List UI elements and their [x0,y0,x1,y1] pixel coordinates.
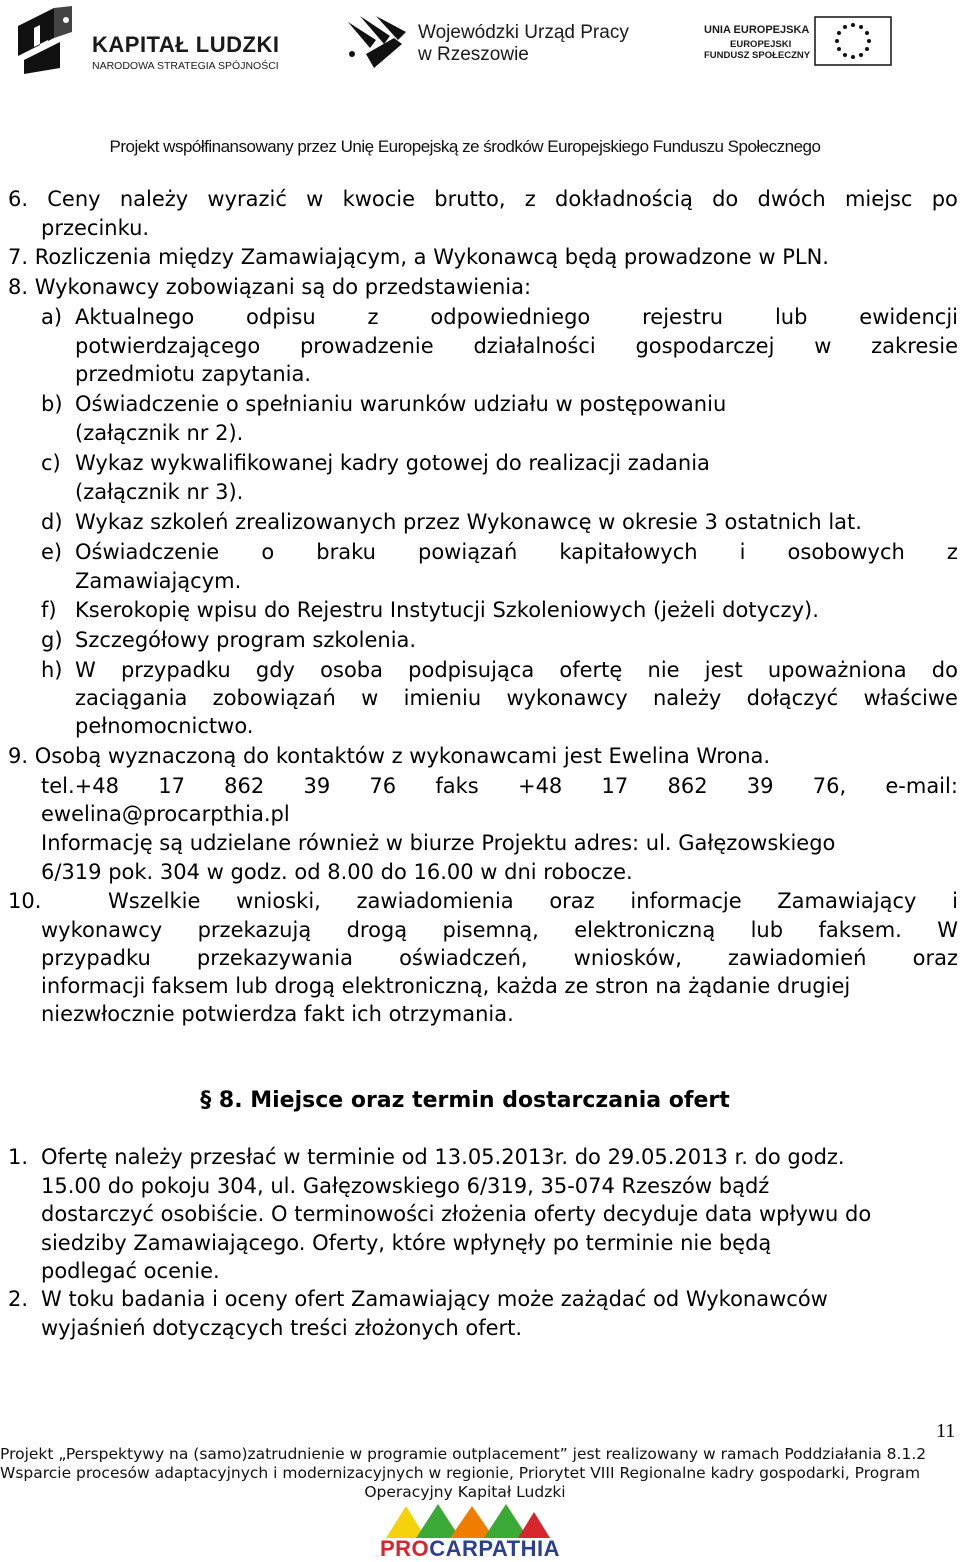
word: wykonawcy [41,918,163,942]
word: do [712,187,739,211]
word: oraz [912,946,958,970]
word: dwóch [757,187,826,211]
word: faksem. [818,918,902,942]
word: drogą [346,918,408,942]
word: wykonawcy [506,686,628,710]
word: 39 [746,774,774,798]
word: z [367,305,379,329]
kapital-ludzki-subtitle: NARODOWA STRATEGIA SPÓJNOŚCI [92,60,279,72]
procarpathia-wordmark [380,1536,560,1562]
word: osoba [320,658,383,682]
item-8c-line1: Wykaz wykwalifikowanej kadry gotowej do realizacji zadania [75,451,710,475]
item-10-line2 [41,916,958,945]
item-8e-label: e) [41,540,63,564]
item-8a-label: a) [41,305,63,329]
item-10-line4: informacji faksem lub drogą elektroniczną, każda ze stron na żądanie drugiej [41,974,851,998]
word: Oświadczenie [75,540,220,564]
procarpathia-pro: PRO [380,1536,430,1561]
word: dokładnością [555,187,693,211]
item-10-line5: niezwłocznie potwierdza fakt ich otrzymania. [41,1002,514,1026]
wup-rzeszow-logo [346,12,629,72]
word: braku [316,540,376,564]
item-8d-label: d) [41,510,63,534]
item-8e-line1 [75,538,958,567]
word: prowadzenie [299,334,434,358]
wup-emblem-icon [346,14,412,72]
item-10-line1 [108,887,958,916]
word: zakresie [871,334,958,358]
item-8g-label: g) [41,628,63,652]
word: właściwe [863,686,958,710]
word: lub [750,918,784,942]
wup-title-line1: Wojewódzki Urząd Pracy [418,22,629,43]
page-header [0,0,960,165]
word: tel.+48 [41,774,119,798]
footer-line1: Projekt „Perspektywy na (samo)zatrudnienie w programie outplacement” jest realizowany w ramach Poddziałania 8.1.2 [0,1445,927,1463]
word: osobowych [787,540,905,564]
section-heading: § 8. Miejsce oraz termin dostarczania ofert [200,1088,730,1113]
item-8: 8. Wykonawcy zobowiązani są do przedstawienia: [8,275,532,299]
word: należy [119,187,189,211]
word: kapitałowych [559,540,698,564]
word: miejsc [844,187,913,211]
word: ofertę [559,658,623,682]
s8-item-2-line1: W toku badania i oceny ofert Zamawiający może zażądać od Wykonawców [41,1287,828,1311]
word: działalności [473,334,596,358]
item-6-line2: przecinku. [41,216,150,240]
word: należy [652,686,722,710]
word: i [739,540,746,564]
item-8b-label: b) [41,392,63,416]
page-number: 11 [936,1420,956,1442]
item-8g-line1: Szczegółowy program szkolenia. [75,628,417,652]
word: 39 [303,774,331,798]
word: 862 [667,774,708,798]
word: dołączyć [746,686,839,710]
word: lub [774,305,808,329]
word: w [306,187,324,211]
word: Wszelkie [108,889,201,913]
item-10-line3 [41,944,958,973]
cofinancing-note: Projekt współfinansowany przez Unię Europejską ze środków Europejskiego Funduszu Społecznego [109,137,821,156]
word: w [814,334,832,358]
item-7: 7. Rozliczenia między Zamawiającym, a Wykonawcą będą prowadzone w PLN. [8,245,829,269]
eu-fund-line2: FUNDUSZ SPOŁECZNY [704,50,811,61]
word: w [361,686,379,710]
word: gdy [255,658,295,682]
word: oraz [549,889,595,913]
s8-item-1-line2: 15.00 do pokoju 304, ul. Gałęzowskiego 6/319, 35-074 Rzeszów bądź [41,1174,770,1198]
word: Zamawiający [777,889,917,913]
item-6-line1 [8,185,958,214]
word: Ceny [47,187,101,211]
word: gospodarczej [635,334,775,358]
word: przekazują [197,918,312,942]
item-8a-line3: przedmiotu zapytania. [75,362,312,386]
s8-item-1-line5: podlegać ocenie. [41,1259,220,1283]
item-8d-line1: Wykaz szkoleń zrealizowanych przez Wykonawcę w okresie 3 ostatnich lat. [75,510,862,534]
word: do [931,658,958,682]
word: z [946,540,958,564]
word: W [937,918,958,942]
word: zawiadomień [728,946,867,970]
word: zaciągania [75,686,188,710]
eu-esf-logo [700,16,900,76]
word: wniosków, [573,946,682,970]
item-9-line4: Informację są udzielane również w biurze Projektu adres: ul. Gałęzowskiego [41,831,836,855]
procarpathia-logo [380,1504,560,1561]
kapital-ludzki-title: KAPITAŁ LUDZKI [92,32,280,57]
item-8f-line1: Kserokopię wpisu do Rejestru Instytucji Szkoleniowych (jeżeli dotyczy). [75,598,819,622]
word: 76, [812,774,847,798]
word: +48 [517,774,563,798]
word: 17 [158,774,185,798]
word: wyrazić [207,187,287,211]
word: podpisująca [408,658,535,682]
item-8c-label: c) [41,451,61,475]
word: o [261,540,275,564]
word: imieniu [403,686,482,710]
item-8f-label: f) [41,598,57,622]
s8-item-2-line2: wyjaśnień dotyczących treści złożonych ofert. [41,1316,523,1340]
word: przypadku [41,946,151,970]
word: 17 [601,774,629,798]
word: jest [704,658,743,682]
item-8h-label: h) [41,658,63,682]
item-9-email: ewelina@procarpthia.pl [41,802,290,826]
word: W [75,658,96,682]
kapital-ludzki-logo [14,6,284,76]
item-8b-line1: Oświadczenie o spełnianiu warunków udziału w postępowaniu [75,392,727,416]
s8-item-2-label: 2. [8,1287,29,1311]
word: po [931,187,958,211]
word: kwocie [342,187,416,211]
item-8c-line2: (załącznik nr 3). [75,480,244,504]
word: elektroniczną [574,918,716,942]
word: informacje [630,889,742,913]
word: zawiadomienia [356,889,514,913]
item-9-line5: 6/319 pok. 304 w godz. od 8.00 do 16.00 w dni robocze. [41,860,633,884]
word: brutto, [434,187,506,211]
word: Aktualnego [75,305,195,329]
word: oświadczeń, [399,946,528,970]
word: pisemną, [442,918,539,942]
item-8a-line1 [75,303,958,332]
eu-flag-icon [814,16,892,66]
procarpathia-carpathia: CARPATHIA [429,1536,560,1561]
word: odpisu [246,305,316,329]
footer-line3: Operacyjny Kapitał Ludzki [364,1483,566,1501]
word: przekazywania [196,946,353,970]
eu-fund-line1: EUROPEJSKI [730,39,792,50]
s8-item-1-line4: siedziby Zamawiającego. Oferty, które wpłynęły po terminie nie będą [41,1231,772,1255]
word: z [524,187,536,211]
item-8e-line2: Zamawiającym. [75,569,242,593]
item-8h-line2 [75,684,958,713]
word: przypadku [120,658,231,682]
item-8h-line1 [75,656,958,685]
item-8a-line2 [75,332,958,361]
item-10-label: 10. [8,889,42,913]
word: nie [647,658,680,682]
s8-item-1-label: 1. [8,1145,29,1169]
word: zobowiązań [212,686,336,710]
word: powiązań [418,540,518,564]
word: upoważniona [767,658,907,682]
eu-title: UNIA EUROPEJSKA [704,24,810,36]
word: faks [435,774,479,798]
word: i [952,889,958,913]
word: odpowiedniego [430,305,591,329]
word: ewidencji [859,305,958,329]
s8-item-1-line3: dostarczyć osobiście. O terminowości złożenia oferty decyduje data wpływu do [41,1202,872,1226]
word: wnioski, [236,889,321,913]
procarpathia-mountains-icon [380,1504,550,1538]
word: e-mail: [885,774,958,798]
wup-title-line2: w Rzeszowie [418,44,529,65]
word: rejestru [642,305,724,329]
item-8b-line2: (załącznik nr 2). [75,421,244,445]
word: 862 [224,774,265,798]
word: 6. [8,187,29,211]
kapital-ludzki-emblem-icon [14,6,76,76]
word: potwierdzającego [75,334,261,358]
word: 76 [369,774,397,798]
item-9-line1: 9. Osobą wyznaczoną do kontaktów z wykonawcami jest Ewelina Wrona. [8,744,771,768]
footer-line2: Wsparcie procesów adaptacyjnych i modernizacyjnych w regionie, Priorytet VIII Regionalne kadry gospodarki, Program [0,1464,921,1482]
item-9-phone-line [41,772,958,801]
s8-item-1-line1: Ofertę należy przesłać w terminie od 13.05.2013r. do 29.05.2013 r. do godz. [41,1145,845,1169]
item-8h-line3: pełnomocnictwo. [75,714,254,738]
